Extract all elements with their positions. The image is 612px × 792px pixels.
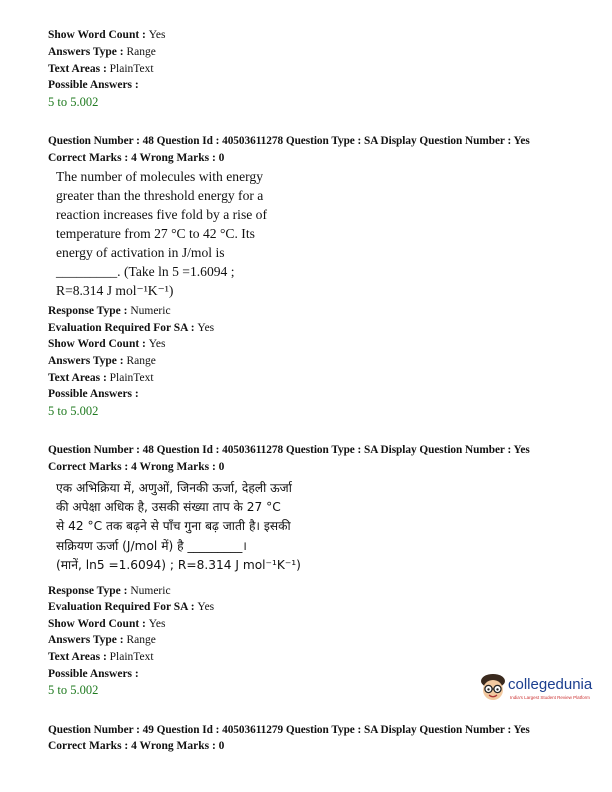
possible-answer: 5 to 5.002: [48, 683, 99, 697]
answers-type-row: [48, 44, 156, 60]
question-marks: Correct Marks : 4 Wrong Marks : 0: [48, 152, 225, 164]
value: Yes: [148, 338, 166, 350]
answers-type-row: [48, 353, 156, 369]
show-word-count-row: [48, 27, 166, 43]
possible-answer: 5 to 5.002: [48, 95, 99, 109]
possible-answers-label: Possible Answers :: [48, 668, 139, 680]
label: Text Areas :: [48, 63, 110, 75]
question-text-line: reaction increases five fold by a rise of: [56, 207, 267, 222]
question-text-line: की अपेक्षा अधिक है, उसकी संख्या ताप के 27 °C: [56, 500, 281, 514]
value: Yes: [148, 29, 166, 41]
mascot-face-icon: [478, 672, 508, 704]
value: Numeric: [130, 585, 171, 597]
label: Evaluation Required For SA :: [48, 601, 198, 613]
question-marks: Correct Marks : 4 Wrong Marks : 0: [48, 461, 225, 473]
value: PlainText: [109, 372, 154, 384]
question-text-line: R=8.314 J mol⁻¹K⁻¹): [56, 283, 174, 298]
label: Show Word Count :: [48, 618, 149, 630]
value: PlainText: [109, 63, 154, 75]
evaluation-required-row: [48, 599, 214, 615]
label: Show Word Count :: [48, 338, 149, 350]
question-header: Question Number : 48 Question Id : 40503611278 Question Type : SA Display Question Number : Yes: [48, 444, 530, 456]
label: Response Type :: [48, 305, 131, 317]
logo-tagline: India's Largest Student Review Platform: [510, 695, 590, 700]
label: Answers Type :: [48, 46, 127, 58]
label: Response Type :: [48, 585, 131, 597]
value: Range: [126, 634, 156, 646]
label: Answers Type :: [48, 355, 127, 367]
question-text-line: _________. (Take ln 5 =1.6094 ;: [56, 264, 235, 279]
question-marks: Correct Marks : 4 Wrong Marks : 0: [48, 740, 225, 752]
value: Yes: [148, 618, 166, 630]
question-text-line: temperature from 27 °C to 42 °C. Its: [56, 226, 255, 241]
possible-answers-label: Possible Answers :: [48, 388, 139, 400]
evaluation-required-row: [48, 320, 214, 336]
value: Range: [126, 46, 156, 58]
label: Evaluation Required For SA :: [48, 322, 198, 334]
question-text-line: से 42 °C तक बढ़ने से पाँच गुना बढ़ जाती है। इसकी: [56, 519, 291, 533]
response-type-row: [48, 583, 171, 599]
question-text-line: एक अभिक्रिया में, अणुओं, जिनकी ऊर्जा, देहली ऊर्जा: [56, 481, 292, 495]
response-type-row: [48, 303, 171, 319]
possible-answer: 5 to 5.002: [48, 404, 99, 418]
question-header: Question Number : 49 Question Id : 40503611279 Question Type : SA Display Question Number : Yes: [48, 724, 530, 736]
show-word-count-row: [48, 616, 166, 632]
question-text-line: सक्रियण ऊर्जा (J/mol में) है _________।: [56, 539, 247, 553]
value: Yes: [197, 322, 215, 334]
label: Text Areas :: [48, 372, 110, 384]
question-text-line: greater than the threshold energy for a: [56, 188, 264, 203]
label: Answers Type :: [48, 634, 127, 646]
label: Show Word Count :: [48, 29, 149, 41]
logo-wordmark: collegedunia: [508, 676, 593, 693]
label: Text Areas :: [48, 651, 110, 663]
collegedunia-logo: [478, 672, 602, 708]
question-text-line: energy of activation in J/mol is: [56, 245, 225, 260]
show-word-count-row: [48, 336, 166, 352]
value: Range: [126, 355, 156, 367]
value: Numeric: [130, 305, 171, 317]
question-text-line: The number of molecules with energy: [56, 169, 263, 184]
text-areas-row: [48, 649, 154, 665]
value: Yes: [197, 601, 215, 613]
value: PlainText: [109, 651, 154, 663]
answers-type-row: [48, 632, 156, 648]
question-header: Question Number : 48 Question Id : 40503611278 Question Type : SA Display Question Number : Yes: [48, 135, 530, 147]
text-areas-row: [48, 370, 154, 386]
question-text-line: (मानें, ln5 =1.6094) ; R=8.314 J mol⁻¹K⁻¹): [56, 558, 301, 572]
possible-answers-label: Possible Answers :: [48, 79, 139, 91]
text-areas-row: [48, 61, 154, 77]
